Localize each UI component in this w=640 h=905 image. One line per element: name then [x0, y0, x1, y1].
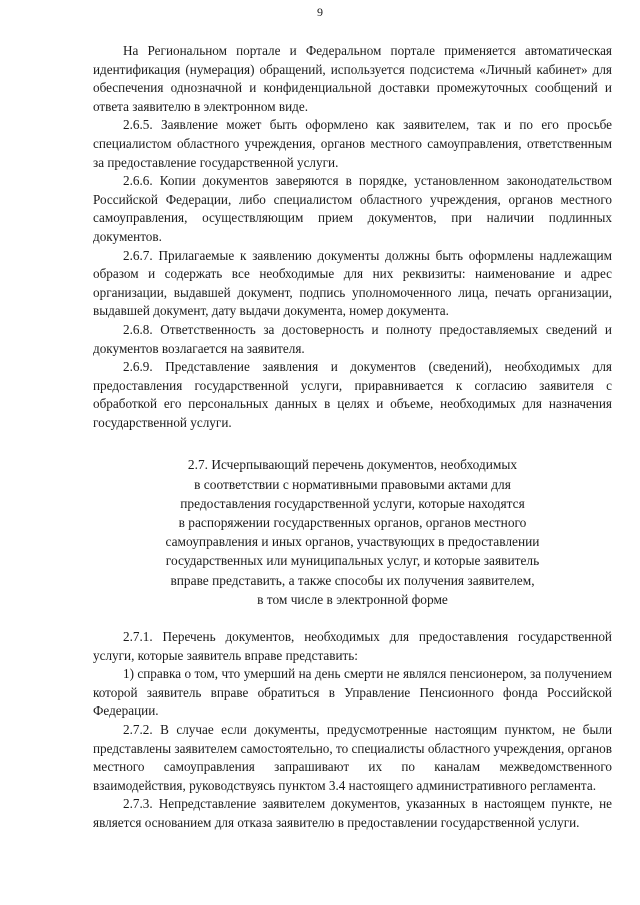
page-number: 9 [317, 5, 323, 19]
heading-line: в распоряжении государственных органов, органов местного [178, 515, 527, 531]
paragraph-2-6-5: 2.6.5. Заявление может быть оформлено как заявителем, так и по его просьбе специалистом областного учреждения, органов местного самоуправления, ответственным за предоставление государственной услуги. [93, 117, 612, 170]
heading-line: в соответствии с нормативными правовыми актами для [194, 476, 511, 492]
section-heading-2-7 [93, 455, 612, 609]
paragraph-portal-identification: На Региональном портале и Федеральном портале применяется автоматическая идентификация (нумерация) обращений, используется подсистема «Личный кабинет» для обеспечения однозначной и конфиденциальной доставки промежуточных сообщений и ответа заявителю в электронном виде. [93, 43, 612, 114]
paragraph-2-7-1-item-1: 1) справка о том, что умерший на день смерти не являлся пенсионером, за получением которой заявитель вправе обратиться в Управление Пенсионного фонда Российской Федерации. [93, 666, 612, 719]
document-body [93, 42, 612, 833]
paragraph-2-6-8: 2.6.8. Ответственность за достоверность и полноту предоставляемых сведений и документов возлагается на заявителя. [93, 321, 612, 356]
paragraph-2-6-9: 2.6.9. Представление заявления и документов (сведений), необходимых для предоставления государственной услуги, приравнивается к согласию заявителя с обработкой его персональных данных в целях и объеме, необходимых для назначения государственной услуги. [93, 359, 612, 430]
paragraph-2-6-6: 2.6.6. Копии документов заверяются в порядке, установленном законодательством Российской Федерации, либо специалистом областного учреждения, органов местного самоуправления, осуществляющим прием документов, при наличии подлинных документов. [93, 173, 612, 244]
paragraph-2-7-3: 2.7.3. Непредставление заявителем документов, указанных в настоящем пункте, не является основанием для отказа заявителю в предоставлении государственной услуги. [93, 796, 612, 831]
paragraph-2-7-2: 2.7.2. В случае если документы, предусмотренные настоящим пунктом, не были представлены заявителем самостоятельно, то специалисты областного учреждения, органов местного самоуправления запрашивают их по каналам межведомственного взаимодействия, руководствуясь пунктом 3.4 настоящего административного регламента. [93, 722, 612, 793]
heading-line: государственных или муниципальных услуг, и которые заявитель [165, 553, 540, 569]
paragraph-2-6-7: 2.6.7. Прилагаемые к заявлению документы должны быть оформлены надлежащим образом и содержать все необходимые для них реквизиты: наименование и адрес организации, выдавшей документ, подпись уполномоченного лица, печать организации, выдавшей документ, дату выдачи документа, номер документа. [93, 247, 612, 319]
heading-line: в том числе в электронной форме [257, 591, 448, 607]
heading-line: 2.7. Исчерпывающий перечень документов, необходимых [187, 457, 518, 473]
heading-line: самоуправления и иных органов, участвующих в предоставлении [165, 534, 540, 550]
heading-line: вправе представить, а также способы их получения заявителем, [170, 572, 535, 588]
heading-line: предоставления государственной услуги, которые находятся [180, 495, 525, 511]
paragraph-2-7-1: 2.7.1. Перечень документов, необходимых для предоставления государственной услуги, которые заявитель вправе представить: [93, 629, 612, 663]
